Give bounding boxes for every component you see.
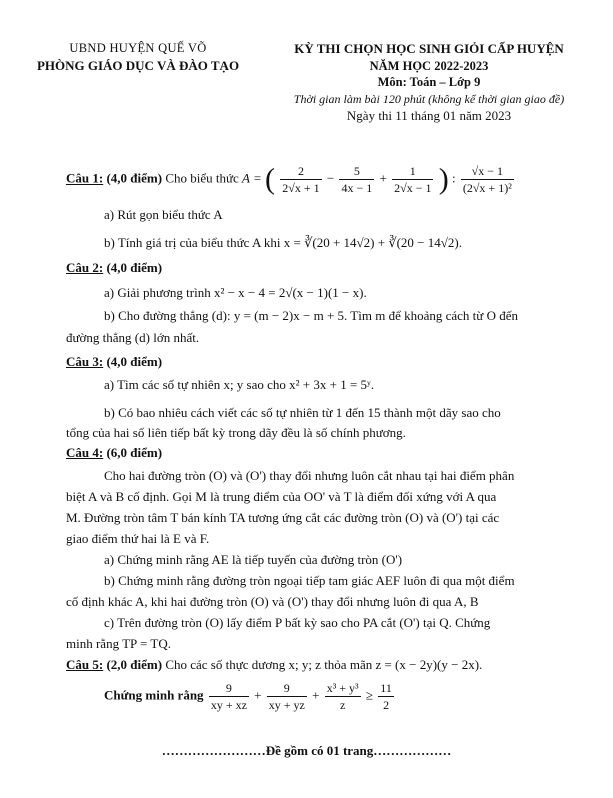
q4-part-a: a) Chứng minh rằng AE là tiếp tuyến của đường tròn (O') bbox=[104, 552, 403, 567]
q1-fraction-3: $\frac{1}{2√x - 1}$ bbox=[394, 164, 432, 196]
q2-part-a: a) Giải phương trình x² − x − 4 = 2√(x − 1)(1 − x). bbox=[104, 285, 367, 300]
q1-intro: Cho biểu thức bbox=[165, 170, 239, 186]
q4-para-line3: M. Đường tròn tâm T bán kính TA tương ứng cắt các đường tròn (O) và (O') tại các bbox=[66, 510, 500, 525]
q3-part-b-line2: tổng của hai số liên tiếp bất kỳ trong dãy đều là số chính phương. bbox=[66, 425, 406, 440]
department-name: PHÒNG GIÁO DỤC VÀ ĐÀO TẠO bbox=[36, 57, 240, 73]
q1-fraction-4: $\frac{√x - 1}{\text{(2√x + 1)²}}$ bbox=[462, 164, 512, 196]
exam-title: KỲ THI CHỌN HỌC SINH GIỎI CẤP HUYỆN bbox=[294, 41, 564, 56]
q1-line: Câu 1: (4,0 điểm) Cho biểu thức A = ( $\frac{2}{2√x + 1}$ − $\frac{5}{4x - 1}$ + $\frac{1}{2√x - 1}$ ) : $\frac{√x - 1}{\text{(2√x + 1)²}}$ bbox=[66, 162, 512, 196]
q1-points: (4,0 điểm) bbox=[106, 170, 163, 186]
q1-expr-a: A = bbox=[242, 170, 262, 186]
q3-title: Câu 3: bbox=[66, 354, 104, 369]
q3-part-a: a) Tìm các số tự nhiên x; y sao cho x² + 3x + 1 = 5ʸ. bbox=[104, 377, 375, 392]
q1-title: Câu 1: bbox=[66, 170, 104, 186]
q2-part-b-line2: đường thẳng (d) lớn nhất. bbox=[66, 330, 200, 345]
footer-note: ……………………Đề gồm có 01 trang……………… bbox=[161, 743, 452, 758]
district-name: UBND HUYỆN QUẾ VÕ bbox=[69, 41, 207, 55]
q5-title: Câu 5: bbox=[66, 657, 104, 672]
q4-part-b-line1: b) Chứng minh rằng đường tròn ngoại tiếp tam giác AEF luôn đi qua một điểm bbox=[104, 573, 515, 588]
q3-heading bbox=[66, 353, 613, 371]
q5-rhs-sign: ≥ bbox=[365, 687, 374, 703]
q2-part-b-line1: b) Cho đường thẳng (d): y = (m − 2)x − m + 5. Tìm m để khoảng cách từ O đến bbox=[104, 308, 518, 323]
q3-points: (4,0 điểm) bbox=[106, 354, 163, 369]
q5-fraction-2: $\frac{9}{xy + yz}$ bbox=[268, 681, 305, 713]
q4-part-c-line2: minh rằng TP = TQ. bbox=[66, 636, 171, 651]
subject: Môn: Toán – Lớp 9 bbox=[377, 75, 481, 90]
q4-part-c-line1: c) Trên đường tròn (O) lấy điểm P bất kỳ sao cho PA cắt (O') tại Q. Chứng bbox=[104, 615, 491, 630]
q5-inequality: Chứng minh rằng $\frac{9}{xy + xz}$ + $\frac{9}{xy + yz}$ + $\frac{\text{x³ + y³}}{z}$ ≥ $\frac{11}{2}$ bbox=[104, 681, 392, 713]
q4-para-line4: giao điểm thứ hai là E và F. bbox=[66, 531, 210, 546]
q4-points: (6,0 điểm) bbox=[106, 445, 163, 460]
q5-fraction-1: $\frac{9}{xy + xz}$ bbox=[210, 681, 247, 713]
q5-points: (2,0 điểm) bbox=[106, 657, 163, 672]
q4-para-line1: Cho hai đường tròn (O) và (O') thay đổi nhưng luôn cắt nhau tại hai điểm phân bbox=[104, 468, 515, 483]
q1-fraction-2: $\frac{5}{4x - 1}$ bbox=[341, 164, 373, 196]
q5-fraction-3: $\frac{\text{x³ + y³}}{z}$ bbox=[326, 681, 359, 713]
q2-heading bbox=[66, 259, 613, 277]
school-year: NĂM HỌC 2022-2023 bbox=[369, 58, 489, 73]
header-left bbox=[22, 40, 254, 74]
q3-part-b-line1: b) Có bao nhiêu cách viết các số tự nhiên từ 1 đến 15 thành một dãy sao cho bbox=[104, 405, 501, 420]
exam-date: Ngày thi 11 tháng 01 năm 2023 bbox=[346, 108, 512, 124]
q5-fraction-4: $\frac{11}{2}$ bbox=[380, 681, 392, 713]
q5-intro: Cho các số thực dương x; y; z thỏa mãn z = (x − 2y)(y − 2x). bbox=[165, 657, 483, 672]
q4-title: Câu 4: bbox=[66, 445, 104, 460]
q1-fraction-1: $\frac{2}{2√x + 1}$ bbox=[282, 164, 320, 196]
q4-para-line2: biệt A và B cố định. Gọi M là trung điểm của OO' và T là điểm đối xứng với A qua bbox=[66, 489, 497, 504]
q5-heading bbox=[66, 656, 613, 674]
q1-part-b: b) Tính giá trị của biểu thức A khi x = ∛(20 + 14√2) + ∛(20 − 14√2). bbox=[104, 235, 462, 250]
duration: Thời gian làm bài 120 phút (không kể thời gian giao đề) bbox=[293, 92, 565, 107]
q2-title: Câu 2: bbox=[66, 260, 104, 275]
q4-heading bbox=[66, 444, 613, 462]
q1-part-a: a) Rút gọn biểu thức A bbox=[104, 207, 223, 222]
header-right bbox=[258, 40, 600, 125]
q2-points: (4,0 điểm) bbox=[106, 260, 163, 275]
q4-part-b-line2: cố định khác A, khi hai đường tròn (O) và (O') thay đổi nhưng luôn đi qua A, B bbox=[66, 594, 479, 609]
q5-prove-label: Chứng minh rằng bbox=[104, 687, 204, 703]
